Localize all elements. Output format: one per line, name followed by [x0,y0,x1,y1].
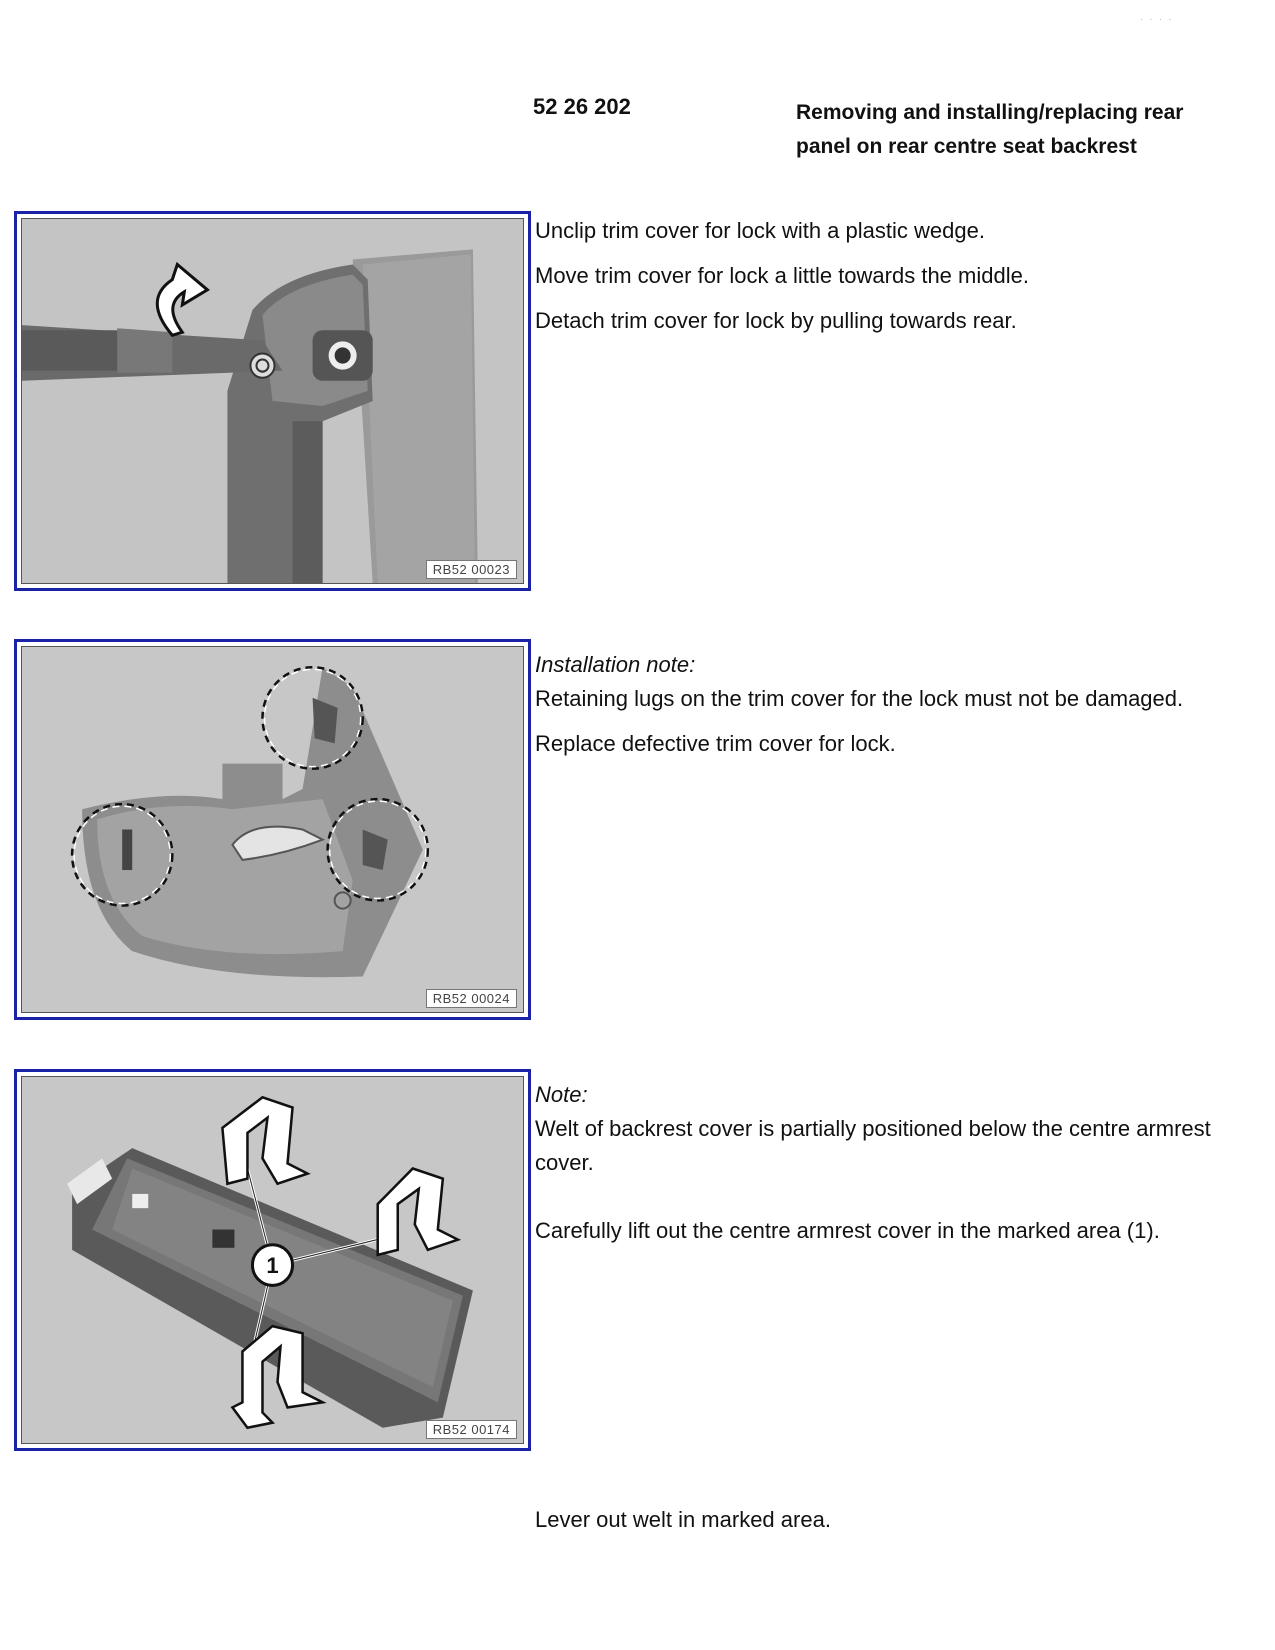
step-text: Carefully lift out the centre armrest cover in the marked area (1). [535,1218,1160,1243]
document-title: Removing and installing/replacing rear panel on rear centre seat backrest [796,101,1184,158]
section-4-text [535,1503,1235,1548]
step-text: Retaining lugs on the trim cover for the lock must not be damaged. [535,686,1184,711]
seat-lock-trim-illustration [22,219,523,583]
note-heading: Note: [535,1082,588,1107]
figure-2 [14,639,531,1020]
step-text: Lever out welt in marked area. [535,1507,831,1532]
step-text: Unclip trim cover for lock with a plastic wedge. [535,218,985,243]
figure-3 [14,1069,531,1451]
figure-1 [14,211,531,591]
step-text: Detach trim cover for lock by pulling towards rear. [535,308,1017,333]
document-number: 52 26 202 [533,94,631,119]
step-text: Move trim cover for lock a little towards the middle. [535,263,1029,288]
figure-label: RB52 00024 [426,989,517,1008]
section-3-text [535,1078,1235,1259]
step-text: Replace defective trim cover for lock. [535,731,896,756]
figure-label: RB52 00174 [426,1420,517,1439]
installation-note-heading: Installation note: [535,652,696,677]
corner-artifact: · · · · [1140,14,1174,24]
armrest-cover-illustration [22,1077,523,1443]
callout-number: 1 [266,1253,279,1279]
step-text: Welt of backrest cover is partially positioned below the centre armrest cover. [535,1116,1211,1175]
trim-cover-lugs-illustration [22,647,523,1012]
section-1-text [535,214,1235,349]
figure-label: RB52 00023 [426,560,517,579]
section-2-text [535,648,1235,772]
